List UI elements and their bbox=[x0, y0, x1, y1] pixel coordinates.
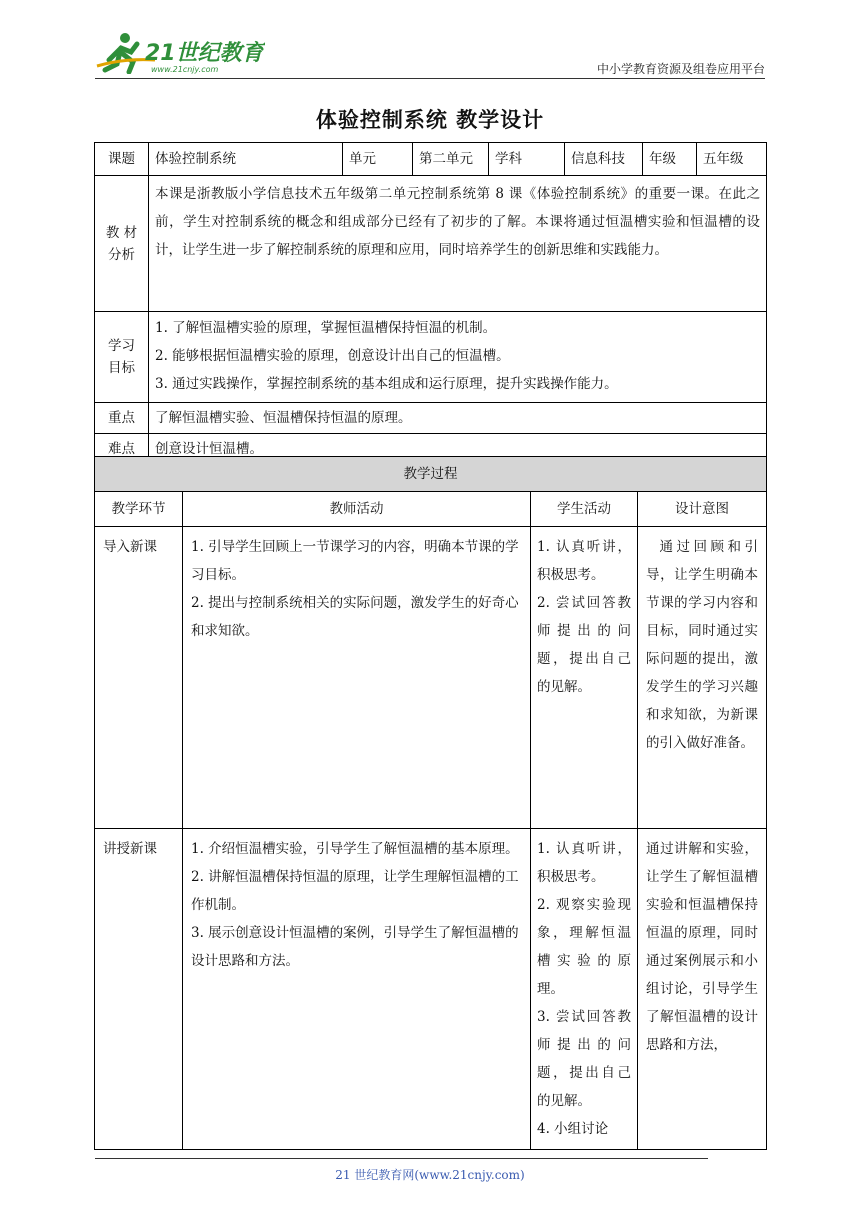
table-row bbox=[95, 527, 767, 829]
design-intent: 通过讲解和实验，让学生了解恒温槽实验和恒温槽保持恒温的原理，同时通过案例展示和小组讨论，引导学生了解恒温槽的设计思路和方法， bbox=[638, 829, 767, 1150]
teacher-activity: 1. 引导学生回顾上一节课学习的内容，明确本节课的学习目标。 2. 提出与控制系统相关的实际问题，激发学生的好奇心和求知欲。 bbox=[183, 527, 531, 829]
material-label: 教 材 分析 bbox=[95, 176, 149, 312]
col-header-teacher: 教师活动 bbox=[183, 492, 531, 527]
page-header bbox=[95, 30, 765, 78]
key-point: 了解恒温槽实验、恒温槽保持恒温的原理。 bbox=[149, 403, 767, 434]
subject-label: 学科 bbox=[489, 143, 565, 176]
material-analysis: 本课是浙教版小学信息技术五年级第二单元控制系统第 8 课《体验控制系统》的重要一课。在此之前，学生对控制系统的概念和组成部分已经有了初步的了解。本课将通过恒温槽实验和恒温槽的设计，让学生进一步了解控制系统的原理和应用，同时培养学生的创新思维和实践能力。 bbox=[149, 176, 767, 312]
stage-cell: 讲授新课 bbox=[95, 829, 183, 1150]
site-logo bbox=[95, 30, 265, 74]
document-title: 体验控制系统 教学设计 bbox=[315, 108, 545, 132]
teacher-activity: 1. 介绍恒温槽实验，引导学生了解恒温槽的基本原理。 2. 讲解恒温槽保持恒温的原理，让学生理解恒温槽的工作机制。 3. 展示创意设计恒温槽的案例，引导学生了解恒温槽的设计思路和方法。 bbox=[183, 829, 531, 1150]
col-header-stage: 教学环节 bbox=[95, 492, 183, 527]
platform-name: 中小学教育资源及组卷应用平台 bbox=[596, 62, 765, 76]
difficulty-label: 难点 bbox=[95, 434, 149, 465]
design-intent: 通过回顾和引导，让学生明确本节课的学习内容和目标，同时通过实际问题的提出，激发学生的学习兴趣和求知欲，为新课的引入做好准备。 bbox=[638, 527, 767, 829]
student-activity: 1. 认真听讲，积极思考。 2. 观察实验现象，理解恒温槽实验的原理。 3. 尝试回答教师提出的问题，提出自己的见解。 4. 小组讨论 bbox=[531, 829, 638, 1150]
grade-value: 五年级 bbox=[697, 143, 767, 176]
info-table bbox=[94, 142, 767, 465]
topic-label: 课题 bbox=[95, 143, 149, 176]
goals-label: 学习 目标 bbox=[95, 312, 149, 403]
student-activity: 1. 认真听讲，积极思考。 2. 尝试回答教师提出的问题，提出自己的见解。 bbox=[531, 527, 638, 829]
subject-value: 信息科技 bbox=[565, 143, 643, 176]
unit-label: 单元 bbox=[343, 143, 413, 176]
unit-value: 第二单元 bbox=[413, 143, 489, 176]
col-header-student: 学生活动 bbox=[531, 492, 638, 527]
grade-label: 年级 bbox=[643, 143, 697, 176]
goal-item: 1. 了解恒温槽实验的原理，掌握恒温槽保持恒温的机制。 bbox=[155, 320, 497, 336]
header-divider bbox=[95, 78, 765, 79]
process-table bbox=[94, 456, 767, 1150]
footer-divider bbox=[95, 1158, 708, 1159]
svg-text:21世纪教育: 21世纪教育 bbox=[145, 41, 264, 66]
footer-link[interactable]: 21 世纪教育网(www.21cnjy.com) bbox=[335, 1168, 525, 1182]
topic-value: 体验控制系统 bbox=[149, 143, 343, 176]
key-point-label: 重点 bbox=[95, 403, 149, 434]
difficulty: 创意设计恒温槽。 bbox=[149, 434, 767, 465]
learning-goals bbox=[149, 312, 767, 403]
table-row bbox=[95, 829, 767, 1150]
goal-item: 3. 通过实践操作，掌握控制系统的基本组成和运行原理，提升实践操作能力。 bbox=[155, 376, 618, 392]
col-header-intent: 设计意图 bbox=[638, 492, 767, 527]
svg-text:www.21cnjy.com: www.21cnjy.com bbox=[151, 65, 219, 74]
stage-cell: 导入新课 bbox=[95, 527, 183, 829]
goal-item: 2. 能够根据恒温槽实验的原理，创意设计出自己的恒温槽。 bbox=[155, 348, 510, 364]
process-title: 教学过程 bbox=[95, 457, 767, 492]
